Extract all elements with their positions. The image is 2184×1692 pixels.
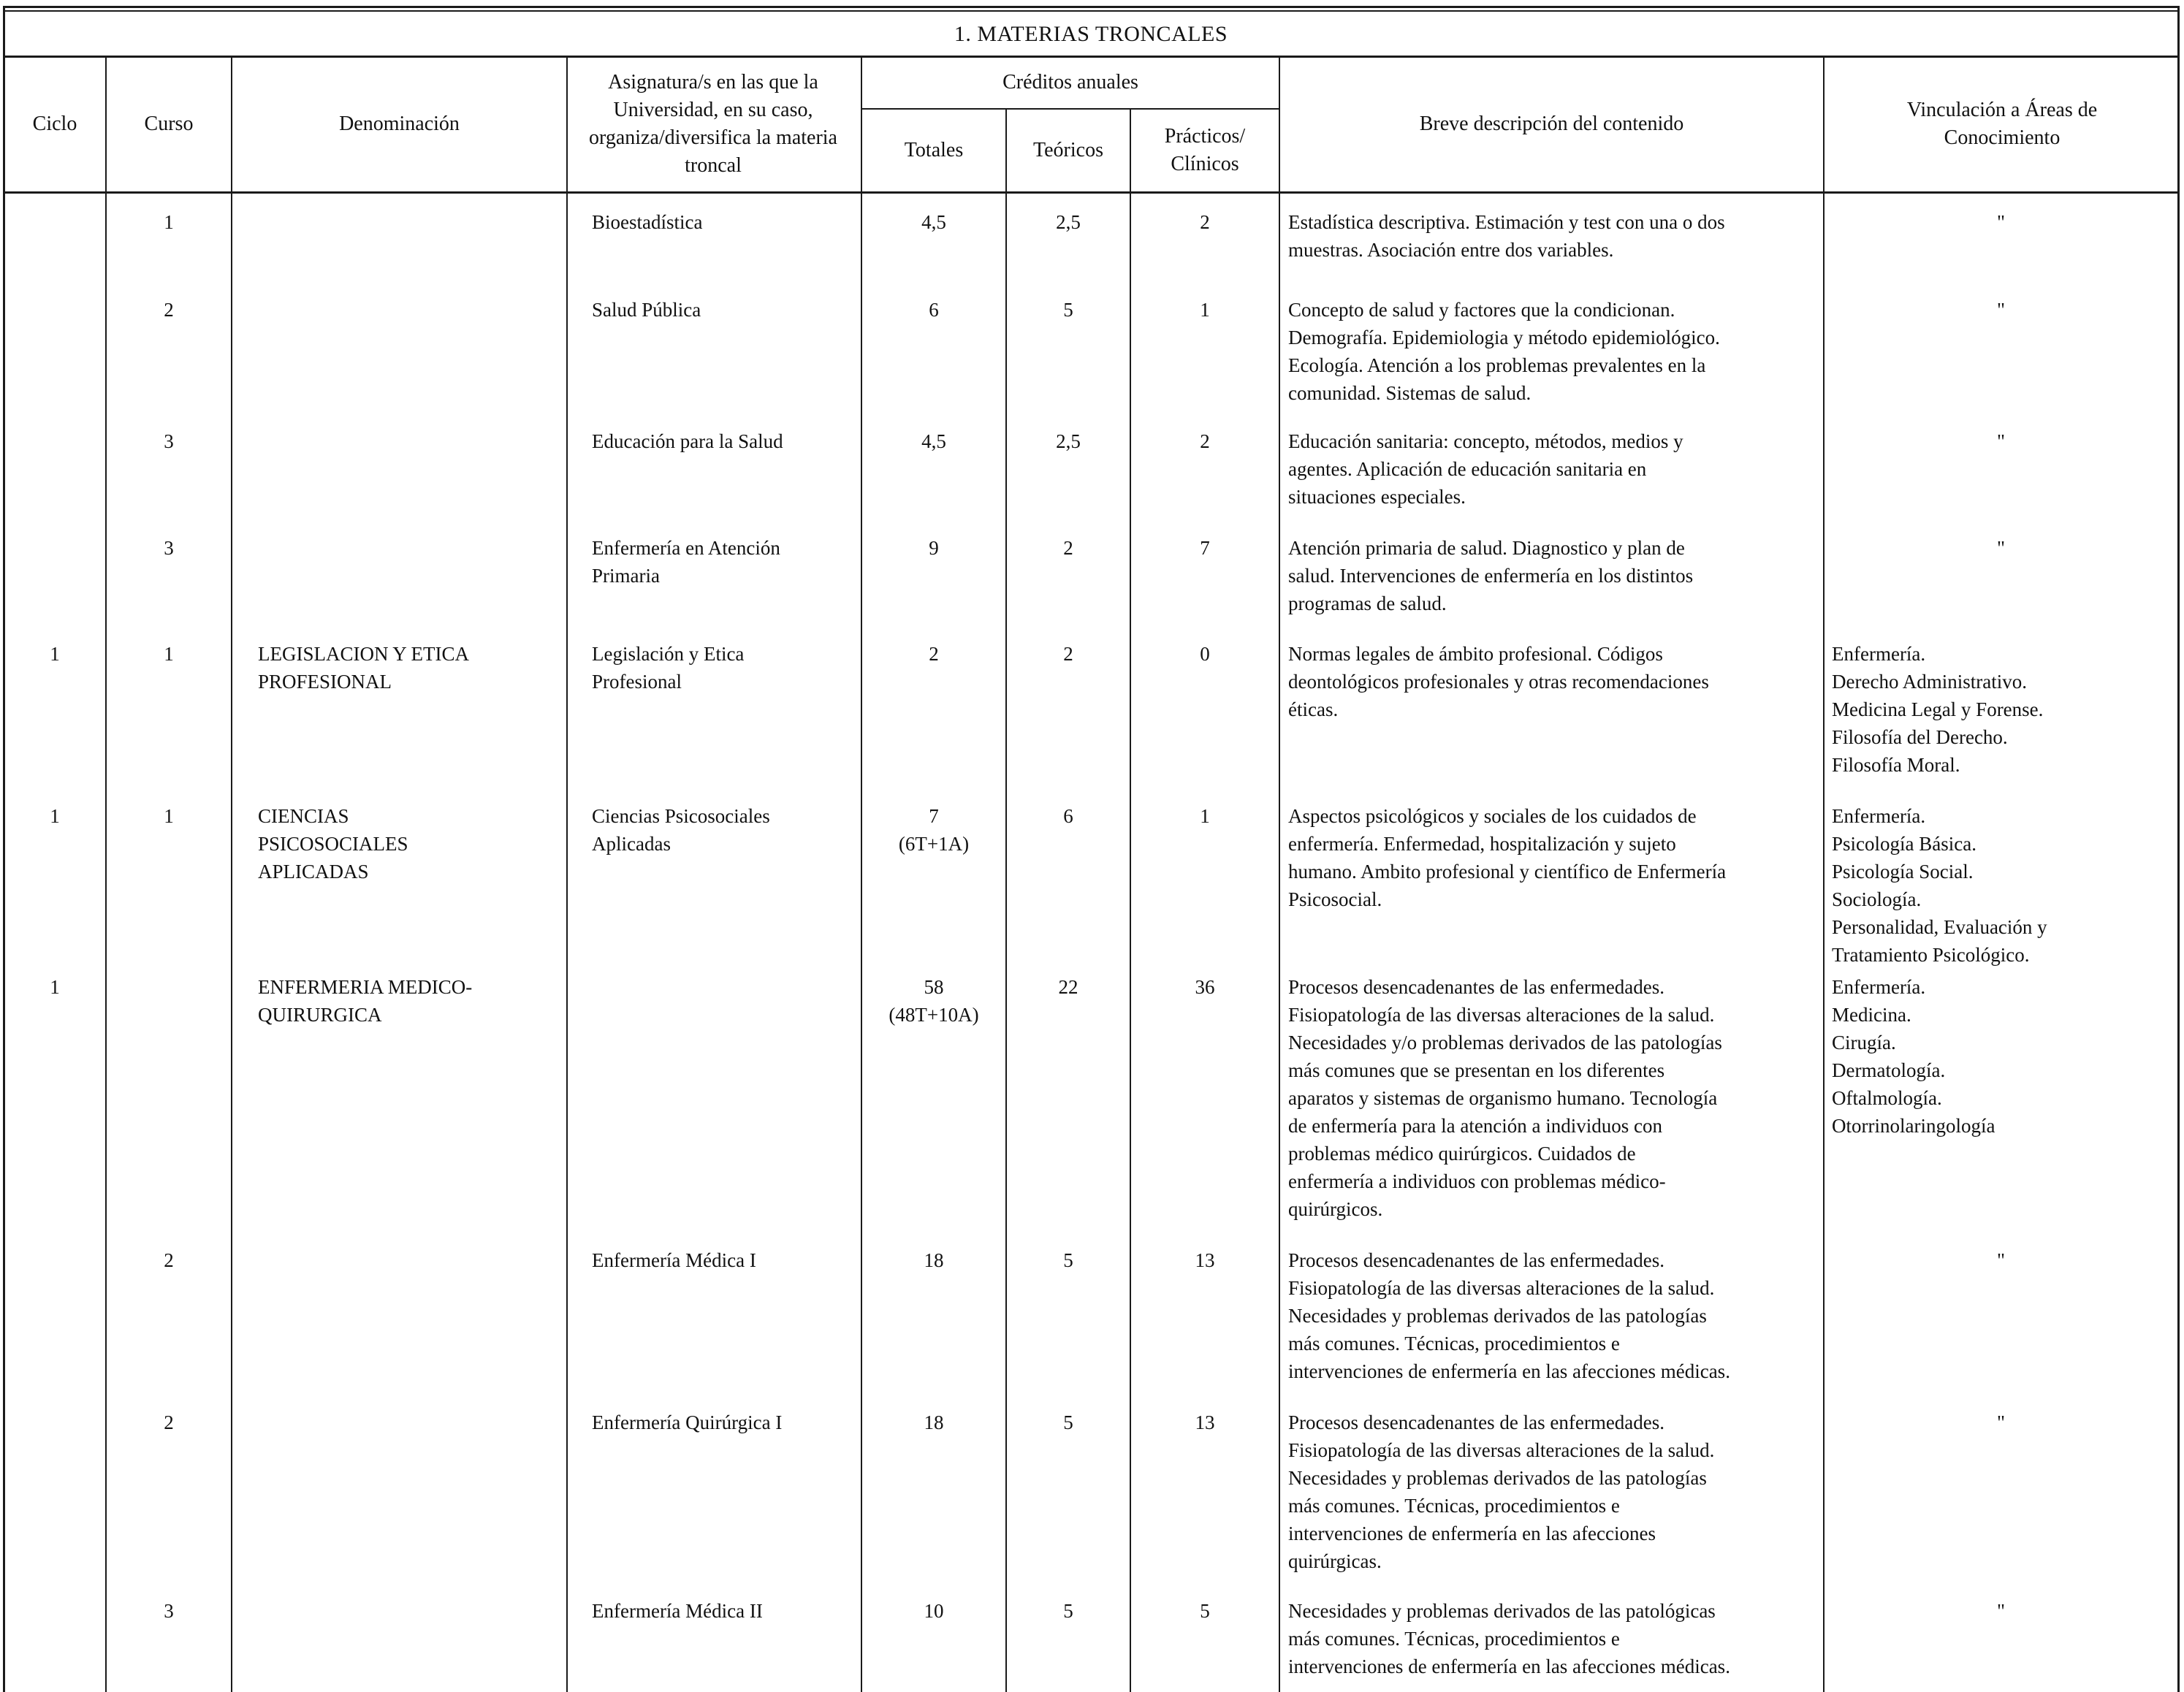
cell-practicos: 0 bbox=[1200, 643, 1210, 665]
cell-vinculacion: Enfermería. Medicina. Cirugía. Dermatología. Oftalmología. Otorrinolaringología bbox=[1832, 976, 1995, 1137]
header-bottom-rule bbox=[4, 191, 2177, 194]
cell-practicos: 36 bbox=[1195, 976, 1215, 998]
cell-asignatura: Legislación y Etica Profesional bbox=[592, 643, 745, 693]
header-denominacion: Denominación bbox=[339, 113, 460, 135]
section-title: 1. MATERIAS TRONCALES bbox=[954, 22, 1228, 46]
cell-descripcion: Aspectos psicológicos y sociales de los cuidados de enfermería. Enfermedad, hospitalización y sujeto humano. Ambito profesional y científico de Enfermería Psicosocial. bbox=[1288, 805, 1727, 910]
cell-teoricos: 2,5 bbox=[1056, 430, 1081, 452]
cell-curso: 2 bbox=[164, 1411, 174, 1433]
cell-totales: 18 bbox=[924, 1249, 944, 1271]
cell-curso: 1 bbox=[164, 211, 174, 233]
cell-asignatura: Enfermería Médica II bbox=[592, 1600, 763, 1622]
cell-practicos: 5 bbox=[1200, 1600, 1210, 1622]
cell-curso: 1 bbox=[164, 805, 174, 827]
cell-vinculacion: " bbox=[1996, 211, 2006, 233]
header-ciclo: Ciclo bbox=[32, 113, 77, 135]
cell-practicos: 13 bbox=[1195, 1411, 1215, 1433]
cell-curso: 3 bbox=[164, 1600, 174, 1622]
column-rule-totales bbox=[1005, 110, 1007, 1692]
column-rule-denominacion bbox=[566, 57, 568, 1692]
cell-descripcion: Normas legales de ámbito profesional. Códigos deontológicos profesionales y otras recomendaciones éticas. bbox=[1288, 643, 1709, 720]
cell-curso: 2 bbox=[164, 1249, 174, 1271]
header-creditos: Créditos anuales bbox=[1002, 71, 1138, 94]
cell-descripcion: Estadística descriptiva. Estimación y test con una o dos muestras. Asociación entre dos variables. bbox=[1288, 211, 1725, 261]
header-teoricos: Teóricos bbox=[1032, 139, 1103, 161]
cell-descripcion: Necesidades y problemas derivados de las patológicas más comunes. Técnicas, procedimientos e intervenciones de enfermería en las afecciones médicas. bbox=[1288, 1600, 1730, 1677]
cell-practicos: 1 bbox=[1200, 299, 1210, 321]
cell-teoricos: 5 bbox=[1063, 1600, 1073, 1622]
cell-denominacion: ENFERMERIA MEDICO- QUIRURGICA bbox=[258, 976, 473, 1026]
header-totales: Totales bbox=[904, 139, 964, 161]
cell-vinculacion: " bbox=[1996, 1249, 2006, 1271]
cell-teoricos: 2,5 bbox=[1056, 211, 1081, 233]
header-practicos: Prácticos/ Clínicos bbox=[1164, 125, 1246, 175]
cell-ciclo: 1 bbox=[50, 805, 60, 827]
cell-asignatura: Enfermería en Atención Primaria bbox=[592, 537, 780, 587]
cell-vinculacion: " bbox=[1996, 1600, 2006, 1622]
column-rule-teoricos bbox=[1130, 110, 1131, 1692]
cell-descripcion: Procesos desencadenantes de las enfermedades. Fisiopatología de las diversas alteraciones de la salud. Necesidades y problemas derivados de las patologías más comunes. Técnicas, procedimientos e intervenciones de enfermería en las afecciones médicas. bbox=[1288, 1249, 1730, 1382]
cell-descripcion: Concepto de salud y factores que la condicionan. Demografía. Epidemiologia y método epidemiológico. Ecología. Atención a los problemas prevalentes en la comunidad. Sistemas de salud. bbox=[1288, 299, 1720, 404]
cell-teoricos: 5 bbox=[1063, 1249, 1073, 1271]
cell-descripcion: Educación sanitaria: concepto, métodos, medios y agentes. Aplicación de educación sanitaria en situaciones especiales. bbox=[1288, 430, 1683, 508]
cell-practicos: 2 bbox=[1200, 430, 1210, 452]
cell-denominacion: CIENCIAS PSICOSOCIALES APLICADAS bbox=[258, 805, 408, 883]
cell-vinculacion: " bbox=[1996, 299, 2006, 321]
cell-asignatura: Enfermería Médica I bbox=[592, 1249, 756, 1271]
top-rule-inner bbox=[4, 10, 2177, 12]
cell-vinculacion: " bbox=[1996, 537, 2006, 559]
cell-curso: 3 bbox=[164, 430, 174, 452]
header-vinculacion: Vinculación a Áreas de Conocimiento bbox=[1906, 99, 2098, 149]
cell-totales: 9 bbox=[929, 537, 939, 559]
cell-curso: 1 bbox=[164, 643, 174, 665]
cell-teoricos: 5 bbox=[1063, 299, 1073, 321]
cell-descripcion: Procesos desencadenantes de las enfermedades. Fisiopatología de las diversas alteraciones de la salud. Necesidades y problemas derivados de las patologías más comunes. Técnicas, procedimientos e intervenciones de enfermería en las afecciones quirúrgicas. bbox=[1288, 1411, 1715, 1572]
cell-vinculacion: " bbox=[1996, 1411, 2006, 1433]
cell-descripcion: Procesos desencadenantes de las enfermedades. Fisiopatología de las diversas alteraciones de la salud. Necesidades y/o problemas derivados de las patologías más comunes que se presentan en los diferentes aparatos y sistemas de organismo humano. Tecnología de enfermería para la atención a individuos con problemas médico quirúrgicos. Cuidados de enfermería a individuos con problemas médico- quirúrgicos. bbox=[1288, 976, 1722, 1220]
cell-asignatura: Enfermería Quirúrgica I bbox=[592, 1411, 783, 1433]
cell-teoricos: 2 bbox=[1063, 643, 1073, 665]
cell-teoricos: 2 bbox=[1063, 537, 1073, 559]
cell-teoricos: 6 bbox=[1063, 805, 1073, 827]
cell-vinculacion: " bbox=[1996, 430, 2006, 452]
column-rule-left bbox=[3, 6, 5, 1692]
cell-asignatura: Educación para la Salud bbox=[592, 430, 783, 452]
cell-totales: 58 (48T+10A) bbox=[889, 976, 979, 1026]
cell-descripcion: Atención primaria de salud. Diagnostico y plan de salud. Intervenciones de enfermería en los distintos programas de salud. bbox=[1288, 537, 1694, 614]
cell-vinculacion: Enfermería. Derecho Administrativo. Medicina Legal y Forense. Filosofía del Derecho. Filosofía Moral. bbox=[1832, 643, 2044, 776]
cell-ciclo: 1 bbox=[50, 643, 60, 665]
column-rule-practicos bbox=[1279, 57, 1280, 1692]
cell-asignatura: Bioestadística bbox=[592, 211, 703, 233]
cell-practicos: 7 bbox=[1200, 537, 1210, 559]
cell-ciclo: 1 bbox=[50, 976, 60, 998]
cell-totales: 10 bbox=[924, 1600, 944, 1622]
column-rule-right bbox=[2177, 6, 2180, 1692]
cell-totales: 7 (6T+1A) bbox=[898, 805, 970, 855]
column-rule-curso bbox=[231, 57, 232, 1692]
cell-asignatura: Ciencias Psicosociales Aplicadas bbox=[592, 805, 770, 855]
cell-practicos: 1 bbox=[1200, 805, 1210, 827]
cell-asignatura: Salud Pública bbox=[592, 299, 701, 321]
cell-totales: 4,5 bbox=[921, 211, 946, 233]
cell-curso: 2 bbox=[164, 299, 174, 321]
cell-denominacion: LEGISLACION Y ETICA PROFESIONAL bbox=[258, 643, 469, 693]
cell-teoricos: 5 bbox=[1063, 1411, 1073, 1433]
cell-totales: 2 bbox=[929, 643, 939, 665]
cell-totales: 18 bbox=[924, 1411, 944, 1433]
cell-vinculacion: Enfermería. Psicología Básica. Psicología Social. Sociología. Personalidad, Evaluación y Tratamiento Psicológico. bbox=[1832, 805, 2047, 966]
cell-curso: 3 bbox=[164, 537, 174, 559]
cell-teoricos: 22 bbox=[1058, 976, 1078, 998]
cell-practicos: 2 bbox=[1200, 211, 1210, 233]
cell-totales: 4,5 bbox=[921, 430, 946, 452]
cell-practicos: 13 bbox=[1195, 1249, 1215, 1271]
top-rule bbox=[4, 6, 2177, 8]
header-asignatura: Asignatura/s en las que la Universidad, en su caso, organiza/diversifica la materia troncal bbox=[589, 71, 837, 177]
header-descripcion: Breve descripción del contenido bbox=[1419, 113, 1684, 135]
cell-totales: 6 bbox=[929, 299, 939, 321]
header-curso: Curso bbox=[144, 113, 194, 135]
